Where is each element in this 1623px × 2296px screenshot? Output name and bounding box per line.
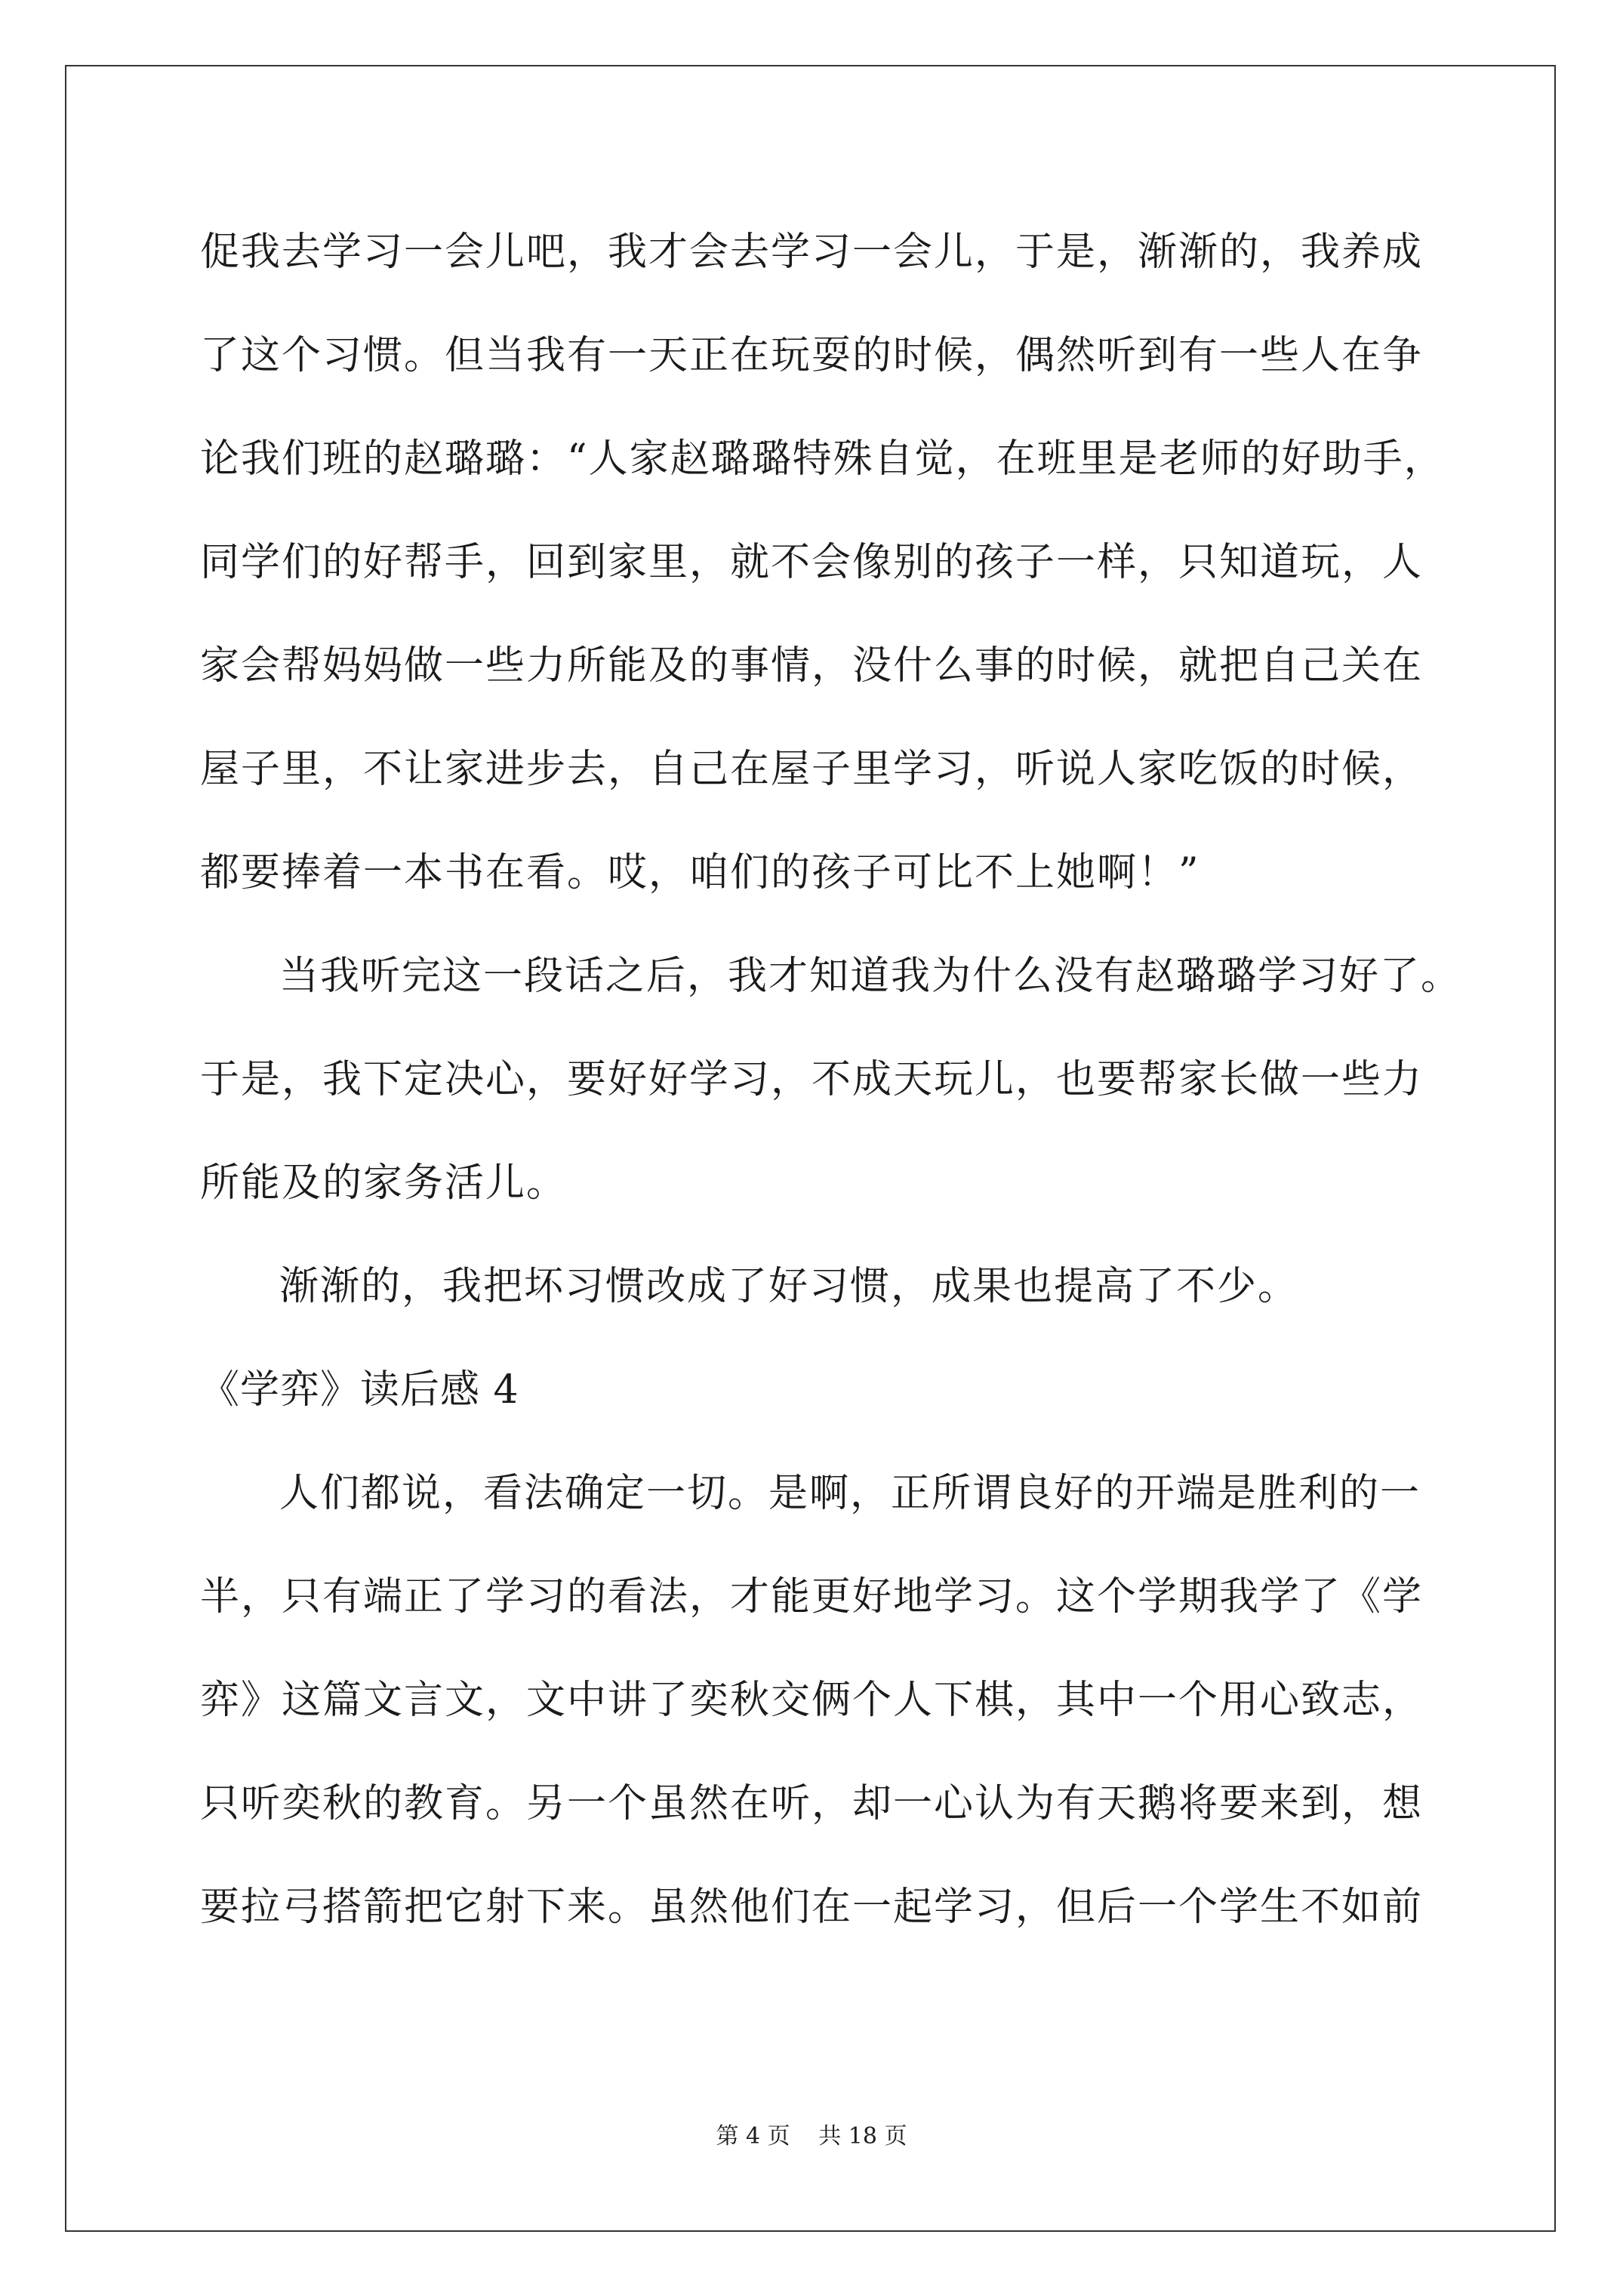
text-line-17: 要拉弓搭箭把它射下来。虽然他们在一起学习，但后一个学生不如前: [200, 1885, 1424, 1930]
text-line-7: 都要捧着一本书在看。哎，咱们的孩子可比不上她啊！”: [200, 850, 1200, 895]
text-line-4: 同学们的好帮手，回到家里，就不会像别的孩子一样，只知道玩，人: [200, 540, 1424, 585]
text-line-5: 家会帮妈妈做一些力所能及的事情，没什么事的时候，就把自己关在: [200, 643, 1424, 689]
text-line-10: 所能及的家务活儿。: [200, 1160, 568, 1206]
text-line-16: 只听奕秋的教育。另一个虽然在听，却一心认为有天鹅将要来到，想: [200, 1781, 1424, 1826]
text-line-8: 当我听完这一段话之后，我才知道我为什么没有赵璐璐学习好了。: [279, 954, 1462, 999]
text-line-2: 了这个习惯。但当我有一天正在玩耍的时候，偶然听到有一些人在争: [200, 333, 1424, 378]
text-line-11: 渐渐的，我把坏习惯改成了好习惯，成果也提高了不少。: [279, 1264, 1299, 1309]
page-number: 第 4 页: [716, 2123, 790, 2150]
text-line-14: 半，只有端正了学习的看法，才能更好地学习。这个学期我学了《学: [200, 1574, 1424, 1620]
text-line-6: 屋子里，不让家进步去，自己在屋子里学习，听说人家吃饭的时候，: [200, 747, 1424, 792]
text-line-13: 人们都说，看法确定一切。是啊，正所谓良好的开端是胜利的一: [279, 1471, 1421, 1516]
text-line-3: 论我们班的赵璐璐：“人家赵璐璐特殊自觉，在班里是老师的好助手，: [200, 436, 1445, 482]
page-total: 共 18 页: [818, 2123, 907, 2150]
text-line-9: 于是，我下定决心，要好好学习，不成天玩儿，也要帮家长做一些力: [200, 1057, 1424, 1102]
text-line-1: 促我去学习一会儿吧，我才会去学习一会儿，于是，渐渐的，我养成: [200, 230, 1424, 275]
text-line-15: 弈》这篇文言文，文中讲了奕秋交俩个人下棋，其中一个用心致志，: [200, 1678, 1424, 1723]
section-heading: 《学弈》读后感 4: [200, 1367, 519, 1413]
page-footer: [0, 2123, 1623, 2150]
